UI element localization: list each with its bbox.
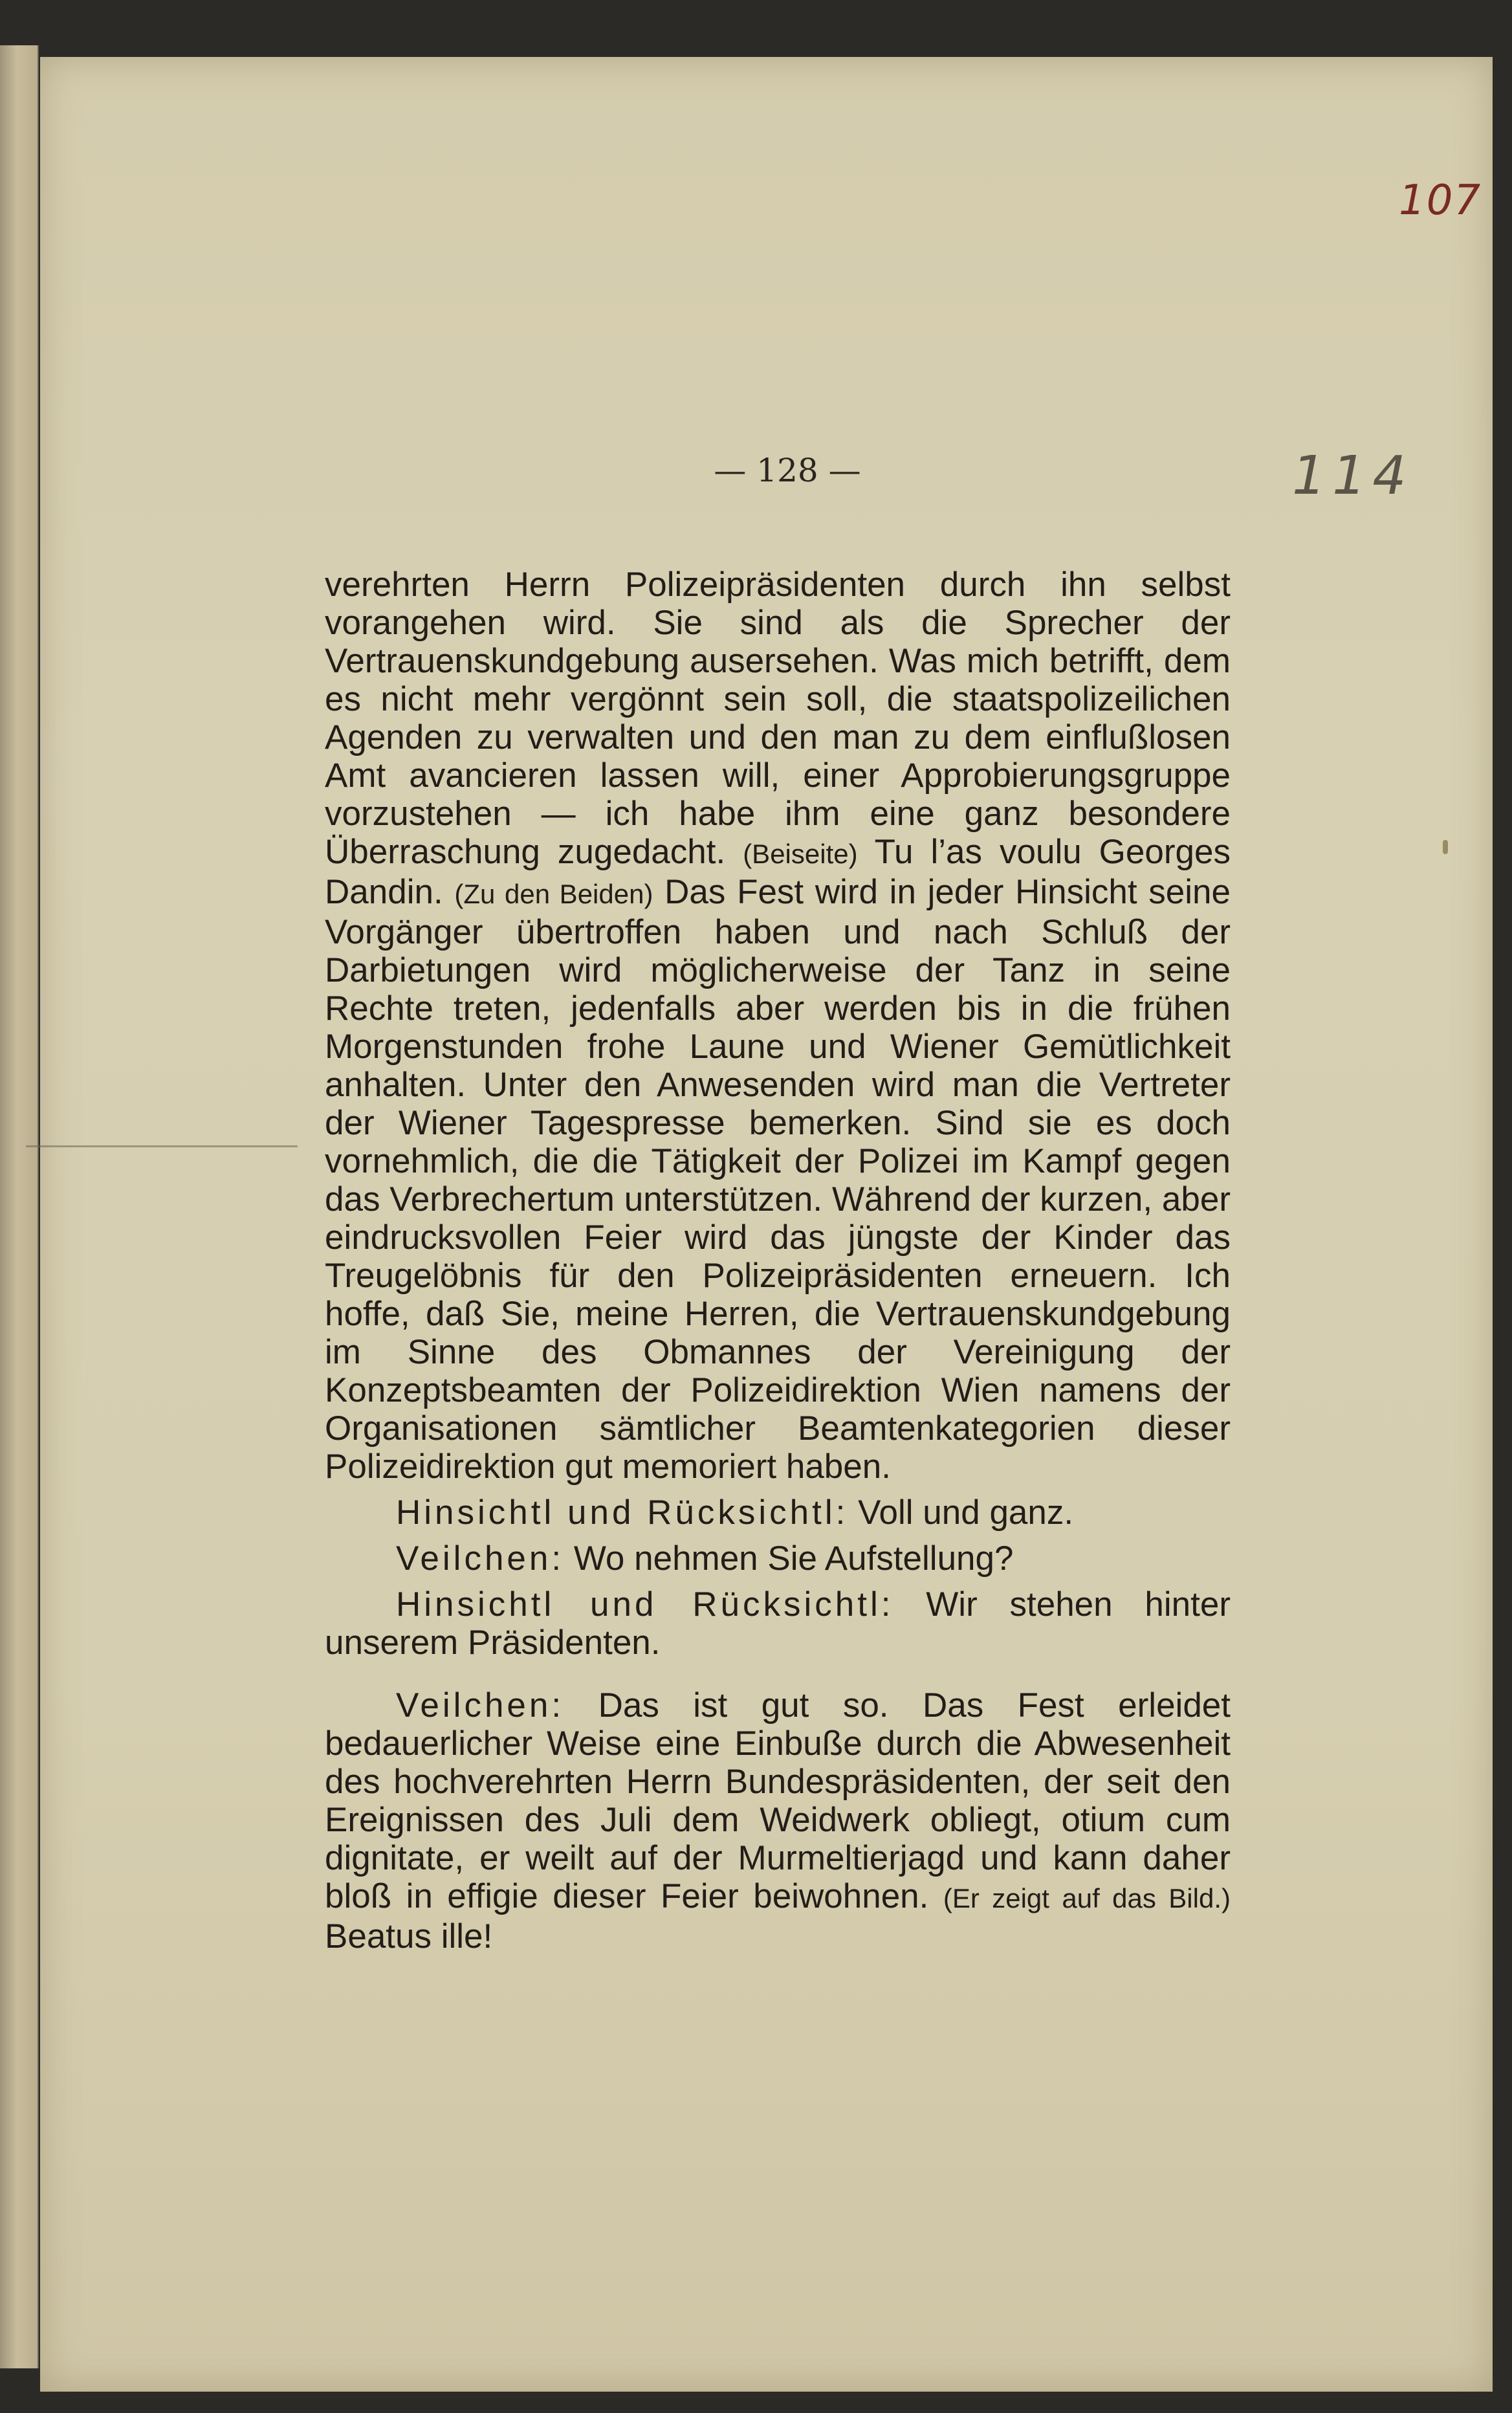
dialogue-text: Das ist gut so. Das Fest erleidet bedauerlicher Weise eine Einbuße durch die Abwesenheit des hochverehrten Herrn Bundespräsidenten, der seit den Ereignissen des Juli dem Weidwerk obliegt, otium cum dignitate, er weilt auf der Murmeltierjagd und kann daher bloß in effigie dieser Feier beiwohnen. xyxy=(325,1686,1231,1915)
paragraph-gap xyxy=(325,1669,1231,1686)
speaker-name: Hinsichtl und Rücksichtl: xyxy=(396,1493,849,1532)
speaker-name: Veilchen: xyxy=(396,1686,565,1724)
body-text xyxy=(325,566,1231,1963)
dialogue-line xyxy=(325,1585,1231,1662)
dialogue-line xyxy=(325,1539,1231,1578)
paragraph-text: Tu l’as voulu Georges Dandin. xyxy=(325,833,1231,911)
paragraph-main xyxy=(325,566,1231,1486)
book-page xyxy=(40,57,1493,2392)
page-number: — 128 — xyxy=(714,452,861,489)
dialogue-line xyxy=(325,1493,1231,1532)
archive-annotation: 114 xyxy=(1292,445,1413,507)
dialogue-line xyxy=(325,1686,1231,1956)
dialogue-text: Wo nehmen Sie Aufstellung? xyxy=(573,1539,1014,1578)
speaker-name: Veilchen: xyxy=(396,1539,565,1578)
dialogue-text: Wir stehen hinter unserem Präsidenten. xyxy=(325,1585,1231,1662)
ink-spot xyxy=(1443,840,1448,854)
paragraph-text: Das Fest wird in jeder Hinsicht seine Vorgänger übertroffen haben und nach Schluß der Darbietungen wird möglicherweise der Tanz in seine Rechte treten, jedenfalls aber werden bis in die frühen Morgenstunden frohe Laune und Wiener Gemütlichkeit anhalten. Unter den Anwesenden wird man die Vertreter der Wiener Tagespresse bemerken. Sind sie es doch vornehmlich, die die Tätigkeit der Polizei im Kampf gegen das Verbrechertum unterstützen. Während der kurzen, aber eindrucksvollen Feier wird das jüngste der Kinder das Treugelöbnis für den Polizeipräsidenten erneuern. Ich hoffe, daß Sie, meine Herren, die Vertrauenskundgebung im Sinne des Obmannes der Vereinigung der Konzeptsbeamten der Polizeidirektion Wien namens der Organisationen sämtlicher Beamtenkategorien dieser Polizeidirektion gut memoriert haben. xyxy=(325,873,1231,1486)
facing-page-edge xyxy=(0,45,39,2368)
stage-direction: (Er zeigt auf das Bild.) xyxy=(943,1883,1231,1913)
stage-direction: (Beiseite) xyxy=(743,839,858,869)
dialogue-text: Beatus ille! xyxy=(325,1917,493,1956)
paragraph-text: verehrten Herrn Polizeipräsidenten durch ihn selbst vorangehen wird. Sie sind als die Sprecher der Vertrauenskundgebung ausersehen. Was mich betrifft, dem es nicht mehr vergönnt sein soll, die staatspolizeilichen Agenden zu verwalten und den man zu dem einflußlosen Amt avancieren lassen will, einer Approbierungsgruppe vorzustehen — ich habe ihm eine ganz besondere Überraschung zugedacht. xyxy=(325,566,1231,871)
speaker-name: Hinsichtl und Rücksichtl: xyxy=(396,1585,894,1624)
facing-page-rule xyxy=(26,1145,298,1147)
folio-annotation: 107 xyxy=(1399,177,1482,225)
stage-direction: (Zu den Beiden) xyxy=(454,879,653,909)
dialogue-text: Voll und ganz. xyxy=(858,1493,1074,1532)
